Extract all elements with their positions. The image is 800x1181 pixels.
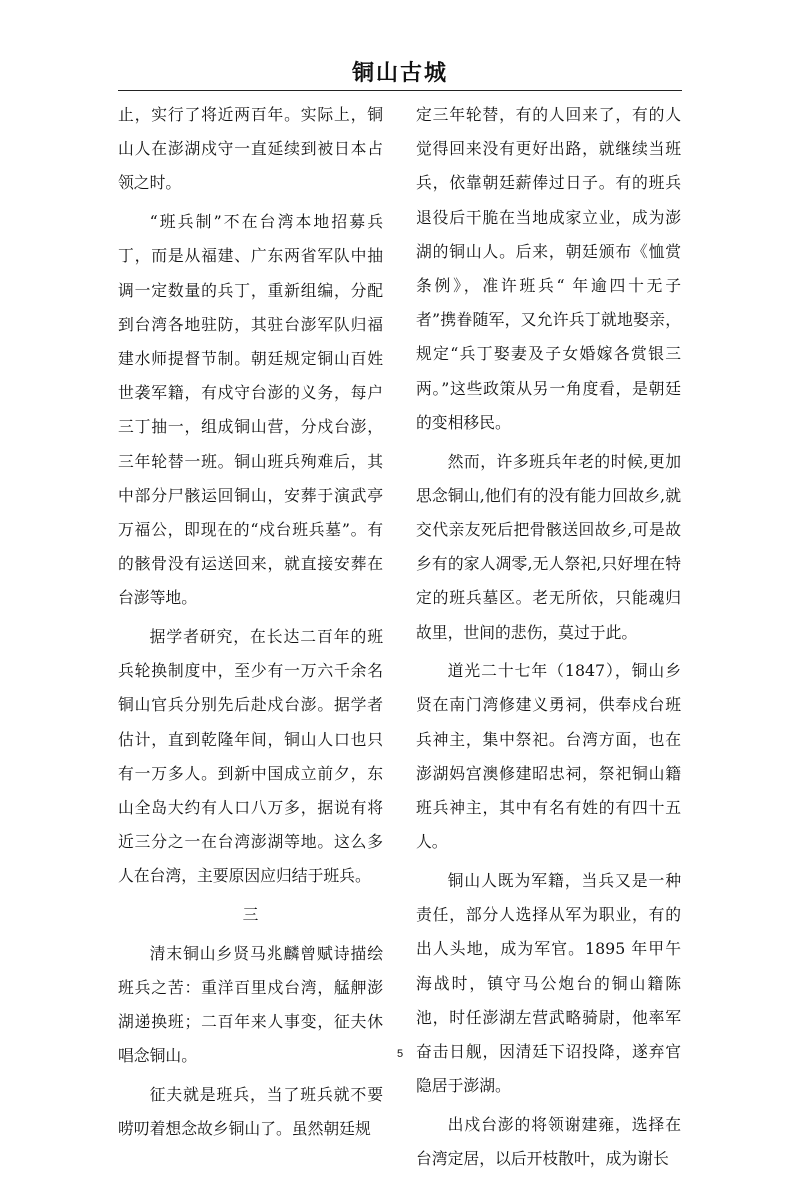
paragraph: 据学者研究，在长达二百年的班兵轮换制度中，至少有一万六千余名铜山官兵分别先后赴戍台澎。据学者估计，直到乾隆年间，铜山人口也只有一万多人。到新中国成立前夕，东山全岛大约有人口八万多，据说有将近三分之一在台湾澎湖等地。这么多人在台湾，主要原因应归结于班兵。	[118, 627, 383, 886]
paragraph: 清末铜山乡贤马兆麟曾赋诗描绘班兵之苦：重洋百里戍台湾，艋舺澎湖递换班；二百年来人事变，征夫休唱念铜山。	[118, 943, 383, 1066]
paragraph: “班兵制”不在台湾本地招募兵丁，而是从福建、广东两省军队中抽调一定数量的兵丁，重新组编，分配到台湾各地驻防，其驻台澎军队归福建水师提督节制。朝廷规定铜山百姓世袭军籍，有戍守台澎的义务，每户三丁抽一，组成铜山营，分戍台澎，三年轮替一班。铜山班兵殉难后，其中部分尸骸运回铜山，安葬于演武亭万福公，即现在的“戍台班兵墓”。有的骸骨没有运送回来，就直接安葬在台澎等地。	[118, 212, 383, 608]
paragraph: 定三年轮替，有的人回来了，有的人觉得回来没有更好出路，就继续当班兵，依靠朝廷薪俸过日子。有的班兵退役后干脆在当地成家立业，成为澎湖的铜山人。后来，朝廷颁布《恤赏条例》，准许班兵“ 年逾四十无子者”携眷随军，又允许兵丁就地娶亲，规定“兵丁娶妻及子女婚嫁各赏银三两。”这些政策从另一角度看，是朝廷的变相移民。	[416, 105, 681, 432]
paragraph: 道光二十七年（1847），铜山乡贤在南门湾修建义勇祠，供奉戍台班兵神主，集中祭祀。台湾方面，也在澎湖妈宫澳修建昭忠祠，祭祀铜山籍班兵神主，其中有名有姓的有四十五人。	[416, 661, 681, 852]
left-column	[118, 98, 383, 1151]
paragraph: 征夫就是班兵，当了班兵就不要唠叨着想念故乡铜山了。虽然朝廷规	[118, 1085, 383, 1139]
paragraph: 然而，许多班兵年老的时候,更加思念铜山,他们有的没有能力回故乡,就交代亲友死后把骨骸送回故乡,可是故乡有的家人凋零,无人祭祀,只好埋在特定的班兵墓区。老无所依，只能魂归故里，世间的悲伤，莫过于此。	[416, 451, 681, 642]
section-heading: 三	[242, 905, 259, 925]
paragraph: 出戍台澎的将领谢建雍，选择在台湾定居，以后开枝散叶，成为谢长	[416, 1114, 681, 1169]
paragraph: 铜山人既为军籍，当兵又是一种责任，部分人选择从军为职业，有的出人头地，成为军官。1895 年甲午海战时，镇守马公炮台的铜山籍陈池，时任澎湖左营武略骑尉，他率军奋击日舰，因清廷下诏投降，遂弃官隐居于澎湖。	[416, 870, 681, 1096]
running-title: 铜山古城	[351, 60, 448, 86]
right-column	[416, 98, 681, 1181]
page-header	[118, 58, 682, 91]
page-number: 5	[396, 1048, 404, 1060]
paragraph: 止，实行了将近两百年。实际上，铜山人在澎湖戍守一直延续到被日本占领之时。	[118, 105, 383, 193]
